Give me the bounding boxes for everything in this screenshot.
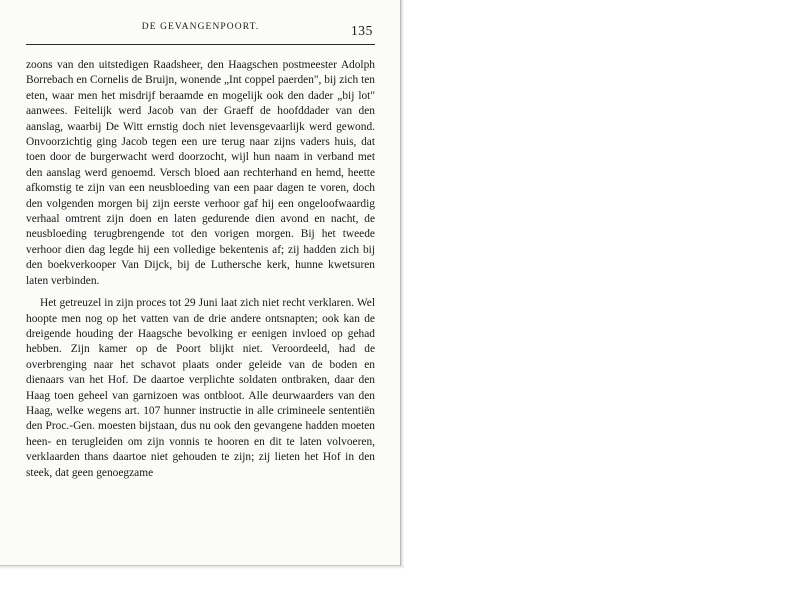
running-head-title: DE GEVANGENPOORT. (141, 22, 260, 32)
running-header (26, 22, 375, 38)
page-content (0, 0, 401, 566)
page-number: 135 (350, 23, 373, 38)
header-rule (26, 44, 375, 45)
body-text (26, 58, 375, 481)
scanned-page (0, 0, 401, 566)
paragraph: zoons van den uitstedigen Raadsheer, den Haagschen postmeester Adolph Borrebach en Cornelis de Bruijn, wonende „Int coppel paerden", bij zich ten eten, waar men het misdrijf beraamde en mogelijk ook den dader „bij lot" aanwees. Feitelijk werd Jacob van der Graeff de hoofddader van den aanslag, waarbij De Witt ernstig doch niet levensgevaarlijk werd gewond. Onvoorzichtig ging Jacob tegen een ure terug naar zijns vaders huis, dat toen door de burgerwacht werd doorzocht, wijl hun naam in verband met den aanslag werd genoemd. Versch bloed aan rechterhand en hemd, heette afkomstig te zijn van een neusbloeding van een paar dagen te voren, doch den volgenden morgen bij zijn eerste verhoor gaf hij een ongeloofwaardig verhaal omtrent zijn doen en laten gedurende dien avond en nacht, de neusbloeding terugbrengende tot den vorigen morgen. Bij het tweede verhoor dien dag legde hij een volledige bekentenis af; zij hadden zich bij den boekverkooper Van Dijck, bij de Luthersche kerk, hunne kwetsuren laten verbinden. (26, 59, 375, 287)
page-edge-shadow (401, 0, 404, 566)
paragraph: Het getreuzel in zijn proces tot 29 Juni laat zich niet recht verklaren. Wel hoopte men nog op het vatten van de drie andere ontsnapten; ook kan de dreigende houding der Haagsche bevolking er eenigen invloed op gehad hebben. Zijn kamer op de Poort blijkt niet. Veroordeeld, had de overbrenging naar het schavot plaats onder geleide van de boden en dienaars van het Hof. De daartoe verplichte soldaten ontbraken, daar den Haag toen geheel van garnizoen was ontbloot. Alle deurwaarders van den Haag, welke wegens art. 107 hunner instructie in alle crimineele sententiën den Proc.-Gen. moesten bijstaan, dus nu ook den gevangene hadden moeten heen- en terugleiden om zijn vonnis te hooren en dit te laten volvoeren, verklaarden thans daartoe niet gehouden te zijn; zij lieten het Hof in den steek, dat geen genoegzame (26, 297, 375, 479)
page-bottom-shadow (0, 566, 404, 569)
